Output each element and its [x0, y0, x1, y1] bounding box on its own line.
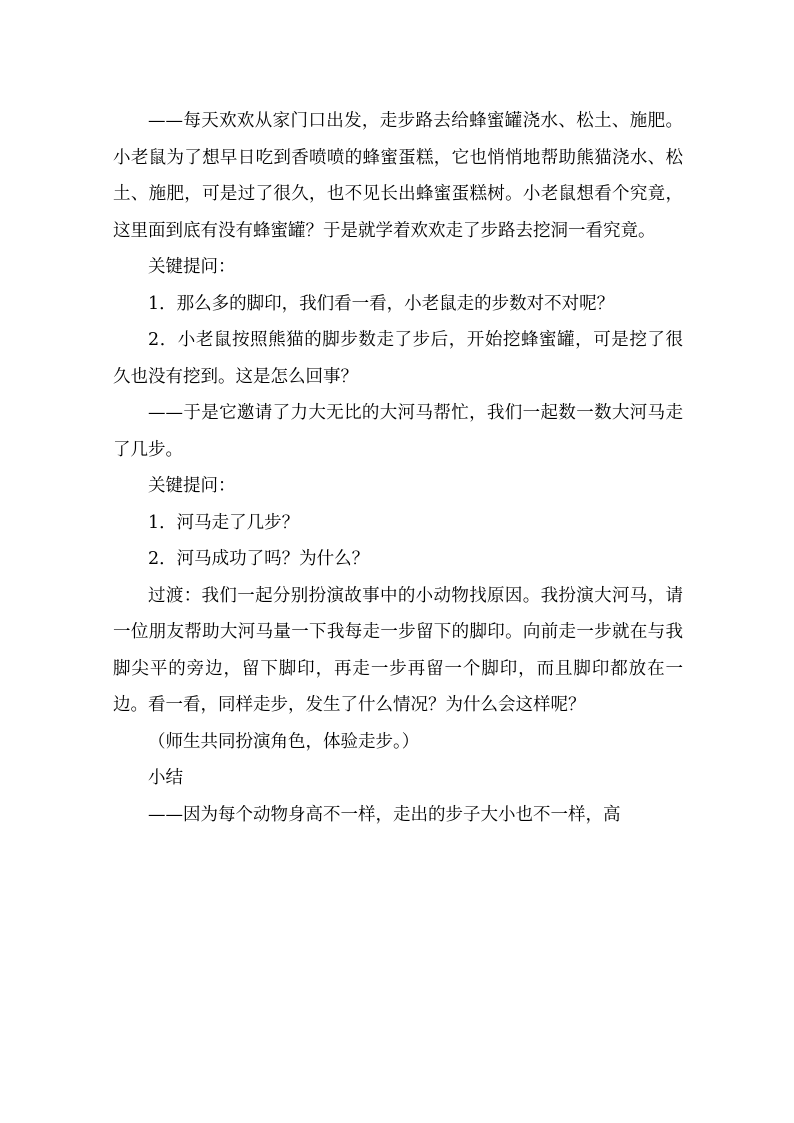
paragraph-key-question-heading-2: 关键提问：	[148, 476, 236, 496]
paragraph-activity-note: （师生共同扮演角色，体验走步。）	[148, 731, 420, 752]
paragraph-story-2: ——于是它邀请了力大无比的大河马帮忙，我们一起数一数大河马走了几步。	[113, 403, 683, 460]
paragraph-summary: ——因为每个动物身高不一样，走出的步子大小也不一样，高	[148, 804, 621, 825]
paragraph-question-3: 1．河马走了几步？	[148, 512, 300, 533]
paragraph-question-2: 2．小老鼠按照熊猫的脚步数走了步后，开始挖蜂蜜罐，可是挖了很久也没有挖到。这是怎么回事？	[113, 330, 683, 387]
paragraph-key-question-heading: 关键提问：	[148, 257, 236, 277]
paragraph-summary-heading: 小结	[148, 768, 183, 788]
paragraph-question-4: 2．河马成功了吗？为什么？	[148, 549, 370, 569]
document-page	[113, 103, 683, 833]
paragraph-story-1: ——每天欢欢从家门口出发，走步路去给蜂蜜罐浇水、松土、施肥。小老鼠为了想早日吃到香喷喷的蜂蜜蛋糕，它也悄悄地帮助熊猫浇水、松土、施肥，可是过了很久，也不见长出蜂蜜蛋糕树。小老鼠想看个究竟，这里面到底有没有蜂蜜罐？于是就学着欢欢走了步路去挖洞一看究竟。	[113, 111, 683, 241]
paragraph-question-1: 1．那么多的脚印，我们看一看，小老鼠走的步数对不对呢？	[148, 293, 615, 314]
paragraph-transition: 过渡：我们一起分别扮演故事中的小动物找原因。我扮演大河马，请一位朋友帮助大河马量一下我每走一步留下的脚印。向前走一步就在与我脚尖平的旁边，留下脚印，再走一步再留一个脚印，而且脚印都放在一边。看一看，同样走步，发生了什么情况？为什么会这样呢？	[113, 585, 683, 715]
